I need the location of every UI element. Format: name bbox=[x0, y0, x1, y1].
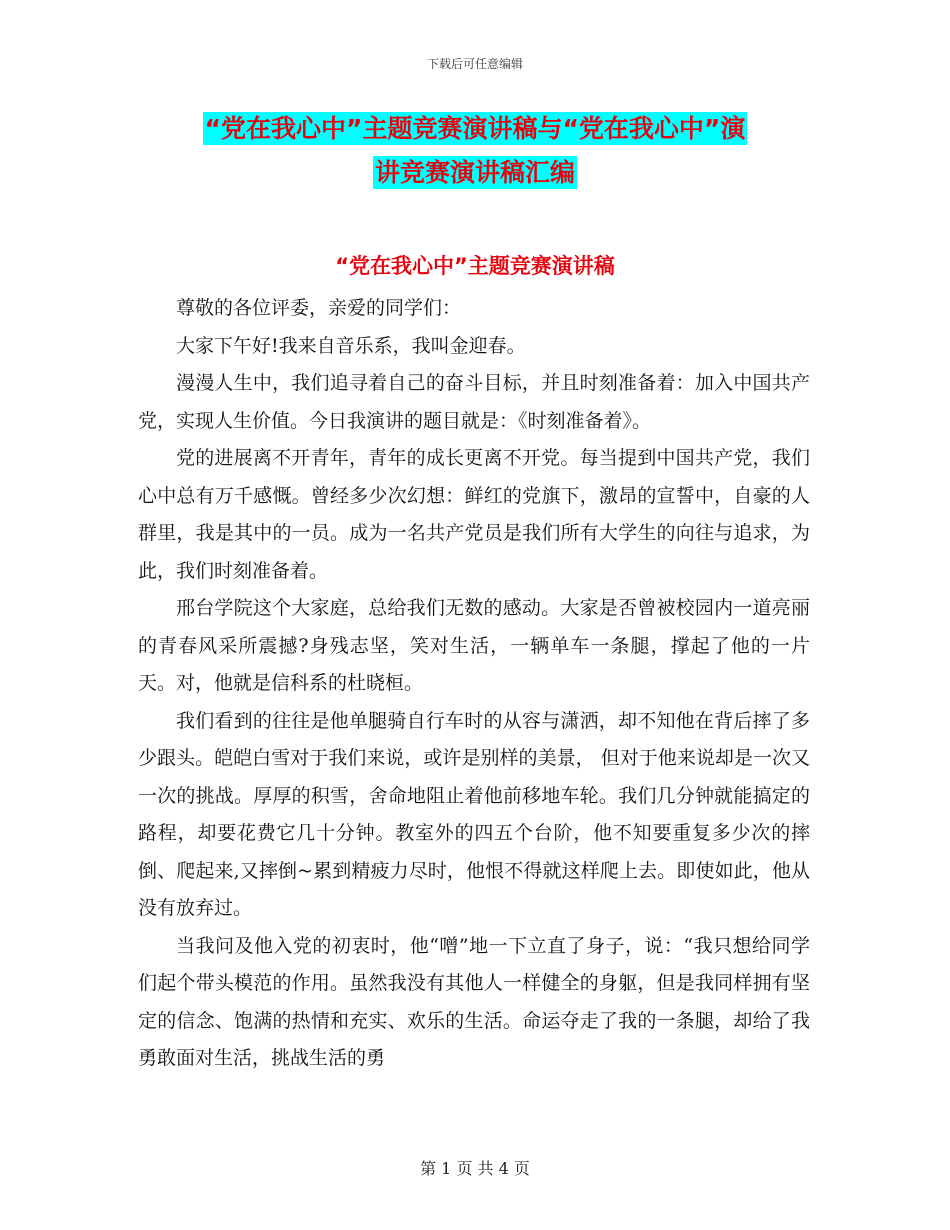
document-title-line-1 bbox=[0, 113, 950, 146]
paragraph-struggle: 我们看到的往往是他单腿骑自行车时的从容与潇洒，却不知他在背后摔了多少跟头。皑皑白雪对于我们来说，或许是别样的美景， 但对于他来说却是一次又一次的挑战。厚厚的积雪，舍命地阻止着他前移地车轮。我们几分钟就能搞定的路程，却要花费它几十分钟。教室外的四五个台阶，他不知要重复多少次的摔倒、爬起来,又摔倒~累到精疲力尽时，他恨不得就这样爬上去。即使如此，他从没有放弃过。 bbox=[138, 709, 810, 919]
paragraph-introduction: 大家下午好!我来自音乐系，我叫金迎春。 bbox=[176, 334, 526, 357]
paragraph-party-youth: 党的进展离不开青年，青年的成长更离不开党。每当提到中国共产党，我们心中总有万千感慨。曾经多少次幻想：鲜红的党旗下，激昂的宣誓中，自豪的人群里，我是其中的一员。成为一名共产党员是我们所有大学生的向往与追求，为此，我们时刻准备着。 bbox=[138, 447, 810, 582]
section-heading: “党在我心中”主题竞赛演讲稿 bbox=[335, 254, 615, 278]
paragraph-greeting: 尊敬的各位评委，亲爱的同学们： bbox=[176, 297, 462, 319]
page-header-note: 下载后可任意编辑 bbox=[426, 57, 523, 71]
paragraph-topic: 漫漫人生中，我们追寻着自己的奋斗目标，并且时刻准备着：加入中国共产党，实现人生价值。今日我演讲的题目就是：《时刻准备着》。 bbox=[138, 372, 810, 432]
title-highlight-1: “党在我心中”主题竞赛演讲稿与“党在我心中”演 bbox=[204, 114, 746, 143]
title-highlight-2: 讲竞赛演讲稿汇编 bbox=[374, 158, 575, 187]
speech-body bbox=[138, 290, 810, 1078]
document-title-line-2 bbox=[0, 157, 950, 190]
paragraph-motivation: 当我问及他入党的初衷时，他“噌”地一下立直了身子，说：“我只想给同学们起个带头模范的作用。虽然我没有其他人一样健全的身躯，但是我同样拥有坚定的信念、饱满的热情和充实、欢乐的生活。命运夺走了我的一条腿，却给了我勇敢面对生活，挑战生活的勇 bbox=[138, 934, 810, 1069]
paragraph-school: 邢台学院这个大家庭，总给我们无数的感动。大家是否曾被校园内一道亮丽的青春风采所震撼?身残志坚，笑对生活，一辆单车一条腿，撑起了他的一片天。对，他就是信科系的杜晓桓。 bbox=[138, 597, 810, 694]
page-number: 第 1 页 共 4 页 bbox=[420, 1159, 530, 1178]
